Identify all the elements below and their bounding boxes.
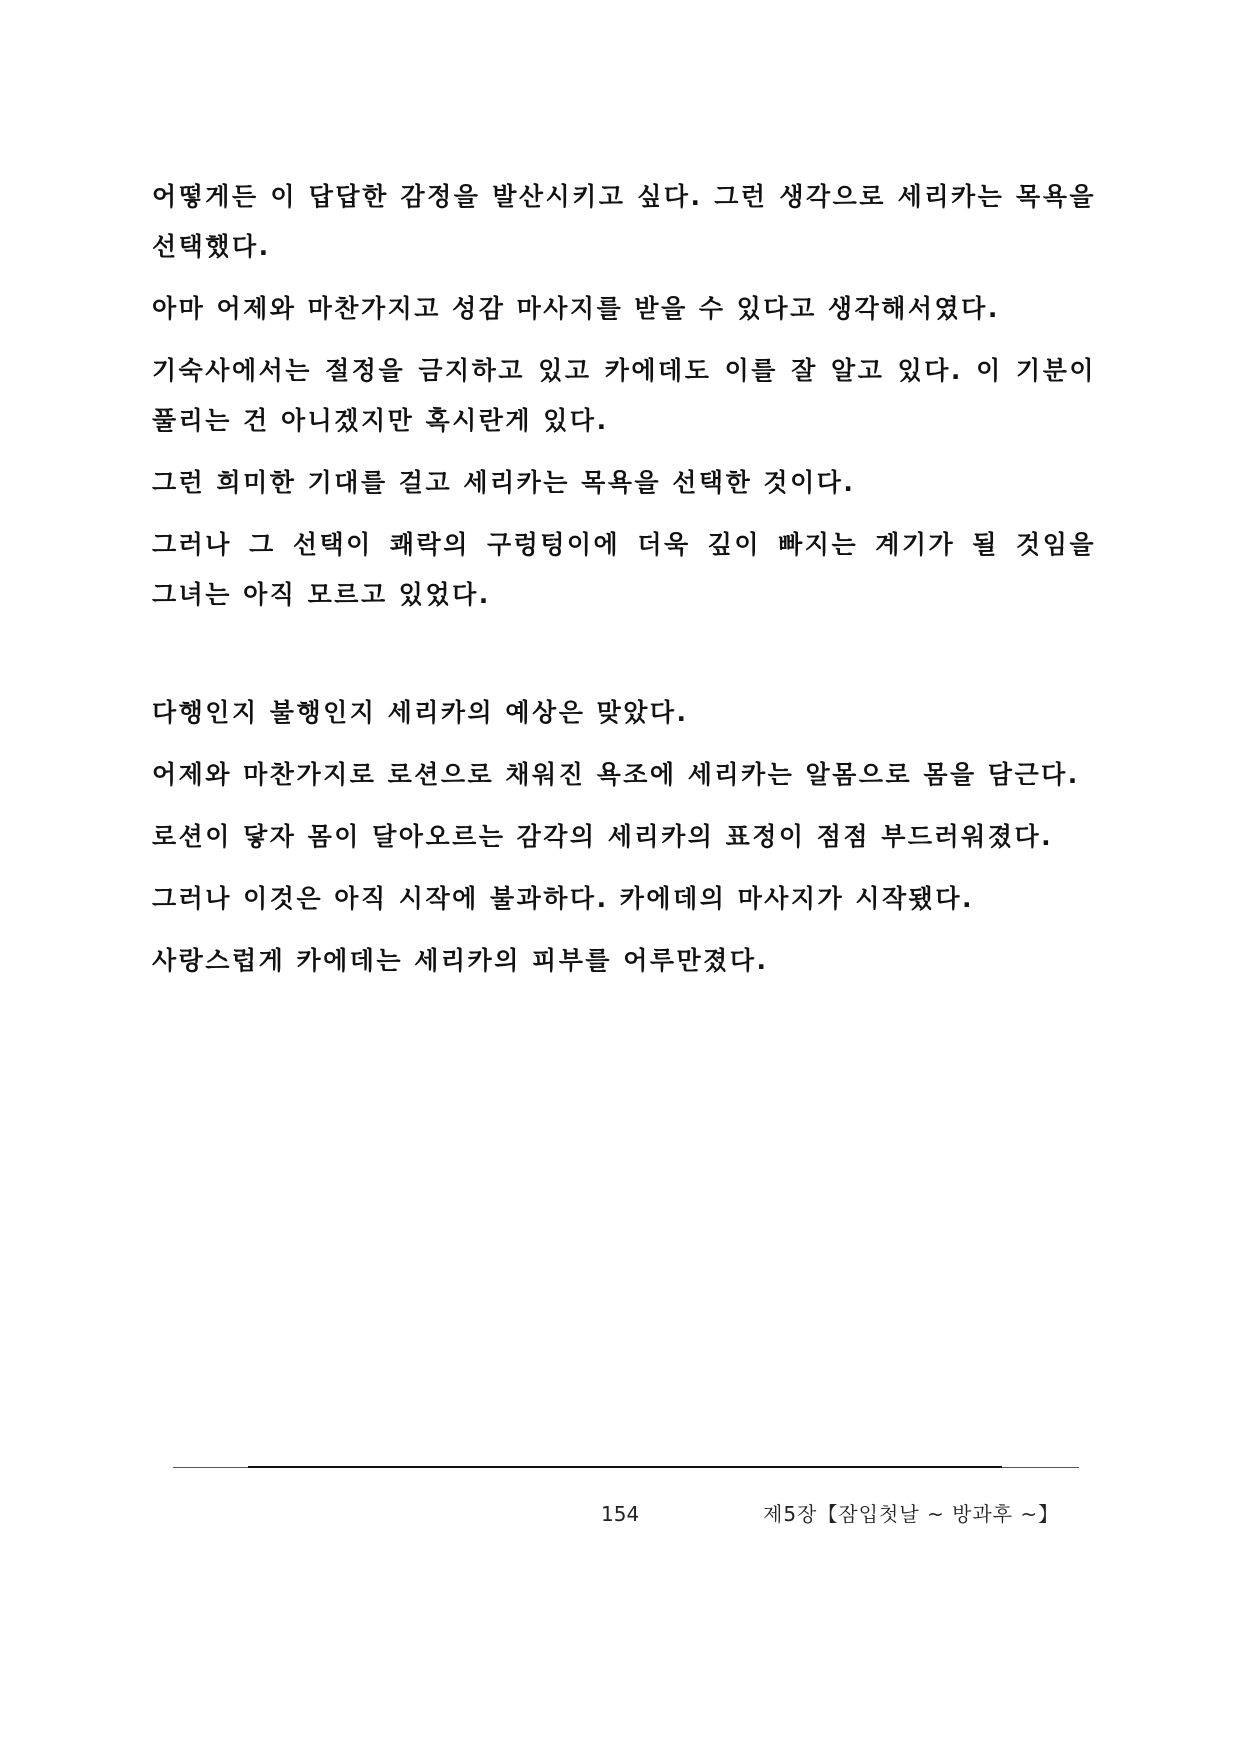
paragraph: 그러나 그 선택이 쾌락의 구렁텅이에 더욱 깊이 빠지는 계기가 될 것임을 그녀는 아직 모르고 있었다. (152, 530, 1096, 609)
paragraph: 로션이 닿자 몸이 달아오르는 감각의 세리카의 표정이 점점 부드러워졌다. (152, 822, 1054, 851)
footer-divider-accent (248, 1466, 1002, 1468)
paragraph: 어떻게든 이 답답한 감정을 발산시키고 싶다. 그런 생각으로 세리카는 목욕을 선택했다. (152, 182, 1096, 261)
paragraph: 그런 희미한 기대를 걸고 세리카는 목욕을 선택한 것이다. (152, 468, 856, 497)
chapter-title: 제5장【잠입첫날 ~ 방과후 ~】 (763, 1502, 1060, 1526)
paragraph: 기숙사에서는 절정을 금지하고 있고 카에데도 이를 잘 알고 있다. 이 기분이 풀리는 건 아니겠지만 혹시란게 있다. (152, 356, 1096, 435)
paragraph: 사랑스럽게 카에데는 세리카의 피부를 어루만졌다. (152, 946, 769, 975)
page-number: 154 (601, 1502, 640, 1526)
page-body (152, 172, 1096, 998)
paragraph: 어제와 마찬가지로 로션으로 채워진 욕조에 세리카는 알몸으로 몸을 담근다. (152, 760, 1080, 789)
paragraph: 그러나 이것은 아직 시작에 불과하다. 카에데의 마사지가 시작됐다. (152, 884, 974, 913)
paragraph: 아마 어제와 마찬가지고 성감 마사지를 받을 수 있다고 생각해서였다. (152, 294, 1000, 323)
paragraph: 다행인지 불행인지 세리카의 예상은 맞았다. (152, 698, 689, 727)
